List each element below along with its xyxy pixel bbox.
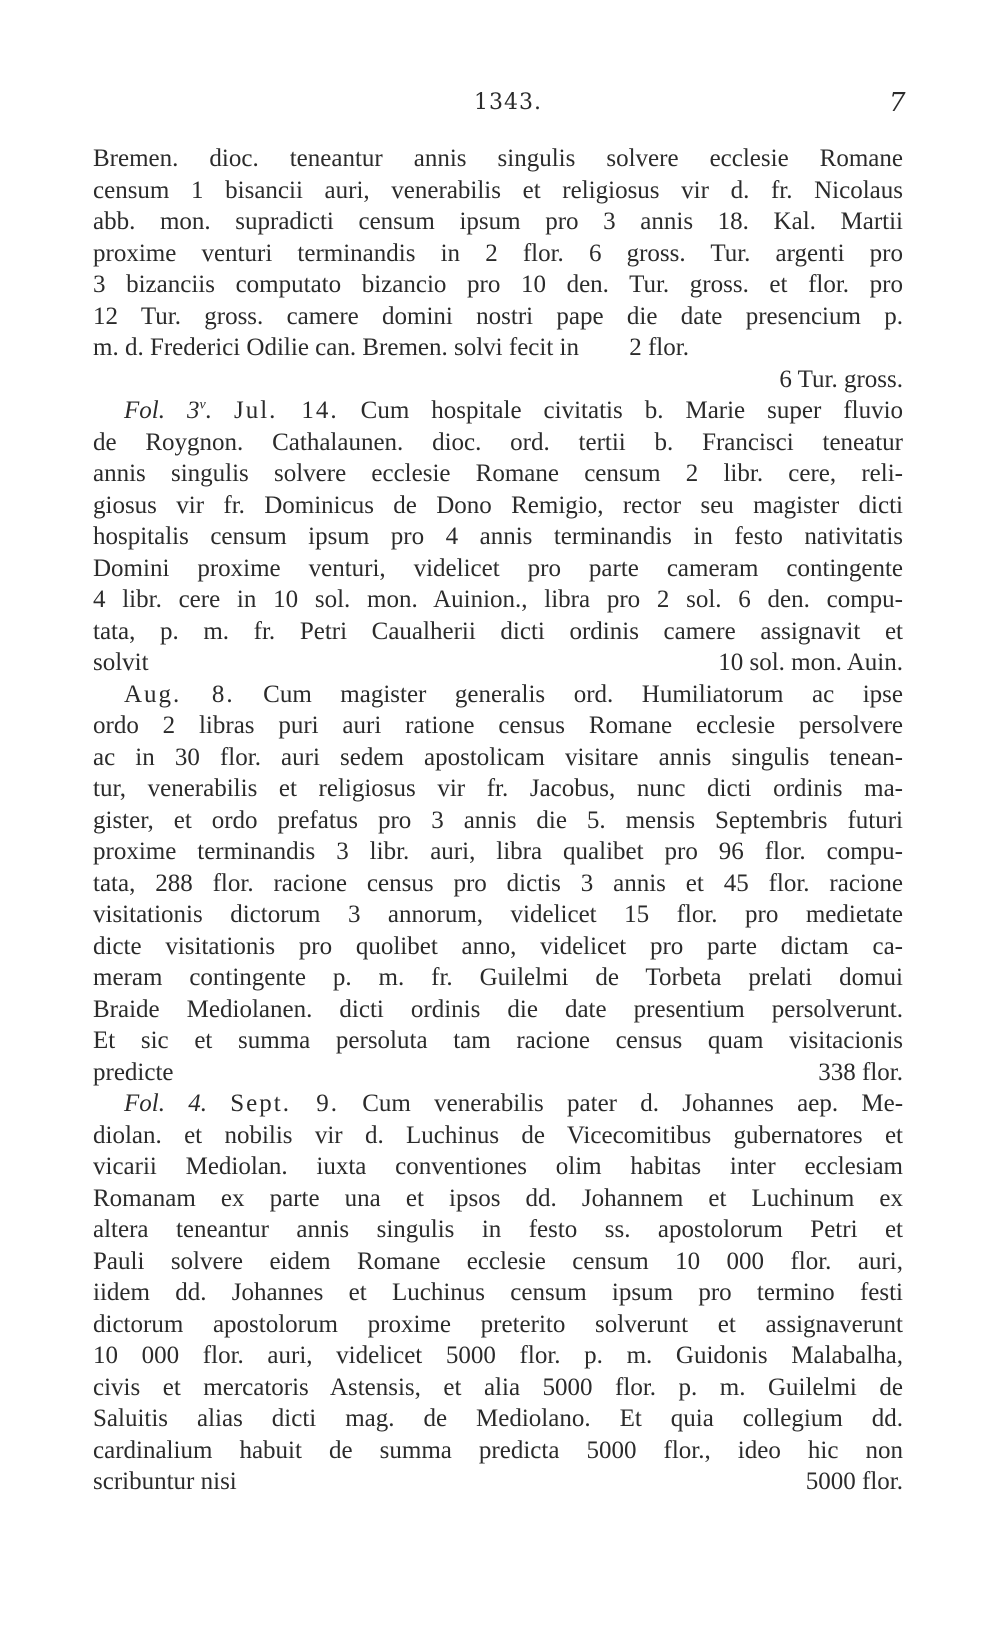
entry-first-line <box>93 1088 903 1120</box>
text-line: 12 Tur. gross. camere domini nostri pape die date presencium p. <box>93 302 903 330</box>
text-line-content: Cum hospitale civitatis b. Marie super fluvio <box>360 397 903 424</box>
entry-date: Aug. 8. <box>124 680 235 708</box>
text-line: Romanam ex parte una et ipsos dd. Johannem et Luchinum ex <box>93 1184 903 1212</box>
folio-ref: Fol. 4. <box>124 1090 207 1117</box>
amount-total: 338 flor. <box>818 1058 903 1086</box>
text-line: ac in 30 flor. auri sedem apostolicam visitare annis singulis tenean- <box>93 743 903 771</box>
text-line: censum 1 bisancii auri, venerabilis et religiosus vir d. fr. Nicolaus <box>93 176 903 204</box>
text-line: Domini proxime venturi, videlicet pro parte cameram contingente <box>93 554 903 582</box>
text-line: de Roygnon. Cathalaunen. dioc. ord. tertii b. Francisci teneatur <box>93 428 903 456</box>
entry-last-line <box>93 1466 903 1498</box>
text-line: Braide Mediolanen. dicti ordinis die date presentium persolverunt. <box>93 995 903 1023</box>
text-line-content: m. d. Frederici Odilie can. Bremen. solvi fecit in <box>93 334 579 361</box>
text-line: Pauli solvere eidem Romane ecclesie censum 10 000 flor. auri, <box>93 1247 903 1275</box>
text-line: tata, 288 flor. racione census pro dictis 3 annis et 45 flor. racione <box>93 869 903 897</box>
entry-date: Sept. 9. <box>230 1090 339 1117</box>
entry-first-line <box>93 679 903 711</box>
amount-inline: 2 flor. <box>629 334 689 361</box>
text-line: dicte visitationis pro quolibet anno, videlicet pro parte dictam ca- <box>93 932 903 960</box>
text-line: civis et mercatoris Astensis, et alia 5000 flor. p. m. Guilelmi de <box>93 1373 903 1401</box>
text-line: tata, p. m. fr. Petri Caualherii dicti ordinis camere assignavit et <box>93 617 903 645</box>
text-line: visitationis dictorum 3 annorum, videlicet 15 flor. pro medietate <box>93 901 903 928</box>
folio-ref: Fol. 3$^v$. <box>124 397 212 424</box>
text-line-content: predicte <box>93 1058 174 1086</box>
text-line: ordo 2 libras puri auri ratione census Romane ecclesie persolvere <box>93 712 903 739</box>
text-line: dictorum apostolorum proxime preterito solverunt et assignaverunt <box>93 1310 903 1338</box>
text-line: gister, et ordo prefatus pro 3 annis die 5. mensis Septembris futuri <box>93 806 903 834</box>
text-line: Bremen. dioc. teneantur annis singulis solvere ecclesie Romane <box>93 145 903 172</box>
text-line: diolan. et nobilis vir d. Luchinus de Vicecomitibus gubernatores et <box>93 1121 903 1149</box>
text-line-content: Cum venerabilis pater d. Johannes aep. Me- <box>362 1090 903 1117</box>
entry-date: Jul. 14. <box>233 397 339 424</box>
text-line: vicarii Mediolan. iuxta conventiones olim habitas inter ecclesiam <box>93 1153 903 1180</box>
text-line: 4 libr. cere in 10 sol. mon. Auinion., libra pro 2 sol. 6 den. compu- <box>93 586 903 613</box>
entry-last-line <box>93 647 903 679</box>
text-line: abb. mon. supradicti censum ipsum pro 3 annis 18. Kal. Martii <box>93 208 903 235</box>
amount-total: 6 Tur. gross. <box>779 365 903 393</box>
text-line: altera teneantur annis singulis in festo ss. apostolorum Petri et <box>93 1216 903 1243</box>
amount-total: 5000 flor. <box>805 1468 903 1495</box>
text-line: 3 bizanciis computato bizancio pro 10 den. Tur. gross. et flor. pro <box>93 271 903 298</box>
text-line: hospitalis censum ipsum pro 4 annis terminandis in festo nativitatis <box>93 523 903 550</box>
entry-first-line <box>93 395 903 427</box>
text-line: proxime terminandis 3 libr. auri, libra qualibet pro 96 flor. compu- <box>93 838 903 865</box>
text-line-content: scribuntur nisi <box>93 1468 237 1495</box>
text-line: Et sic et summa persoluta tam racione census quam visitacionis <box>93 1027 903 1054</box>
text-line <box>93 332 903 364</box>
text-line-content: Cum magister generalis ord. Humiliatorum ac ipse <box>263 680 903 708</box>
amount-total: 10 sol. mon. Auin. <box>718 649 903 676</box>
text-line: cardinalium habuit de summa predicta 5000 flor., ideo hic non <box>93 1436 903 1464</box>
text-line: giosus vir fr. Dominicus de Dono Remigio, rector seu magister dicti <box>93 491 903 519</box>
body-text <box>93 143 903 1498</box>
text-line: Saluitis alias dicti mag. de Mediolano. Et quia collegium dd. <box>93 1405 903 1432</box>
text-line: meram contingente p. m. fr. Guilelmi de Torbeta prelati domui <box>93 964 903 991</box>
text-line: proxime venturi terminandis in 2 flor. 6 gross. Tur. argenti pro <box>93 239 903 267</box>
text-line: 10 000 flor. auri, videlicet 5000 flor. p. m. Guidonis Malabalha, <box>93 1342 903 1369</box>
text-line: annis singulis solvere ecclesie Romane censum 2 libr. cere, reli- <box>93 460 903 487</box>
page-number: 7 <box>889 88 906 118</box>
text-line: iidem dd. Johannes et Luchinus censum ipsum pro termino festi <box>93 1279 903 1306</box>
entry-last-line <box>93 1057 903 1089</box>
text-line-content: solvit <box>93 649 149 676</box>
text-line: tur, venerabilis et religiosus vir fr. Jacobus, nunc dicti ordinis ma- <box>93 775 903 802</box>
running-head-year: 1343. <box>474 90 542 115</box>
